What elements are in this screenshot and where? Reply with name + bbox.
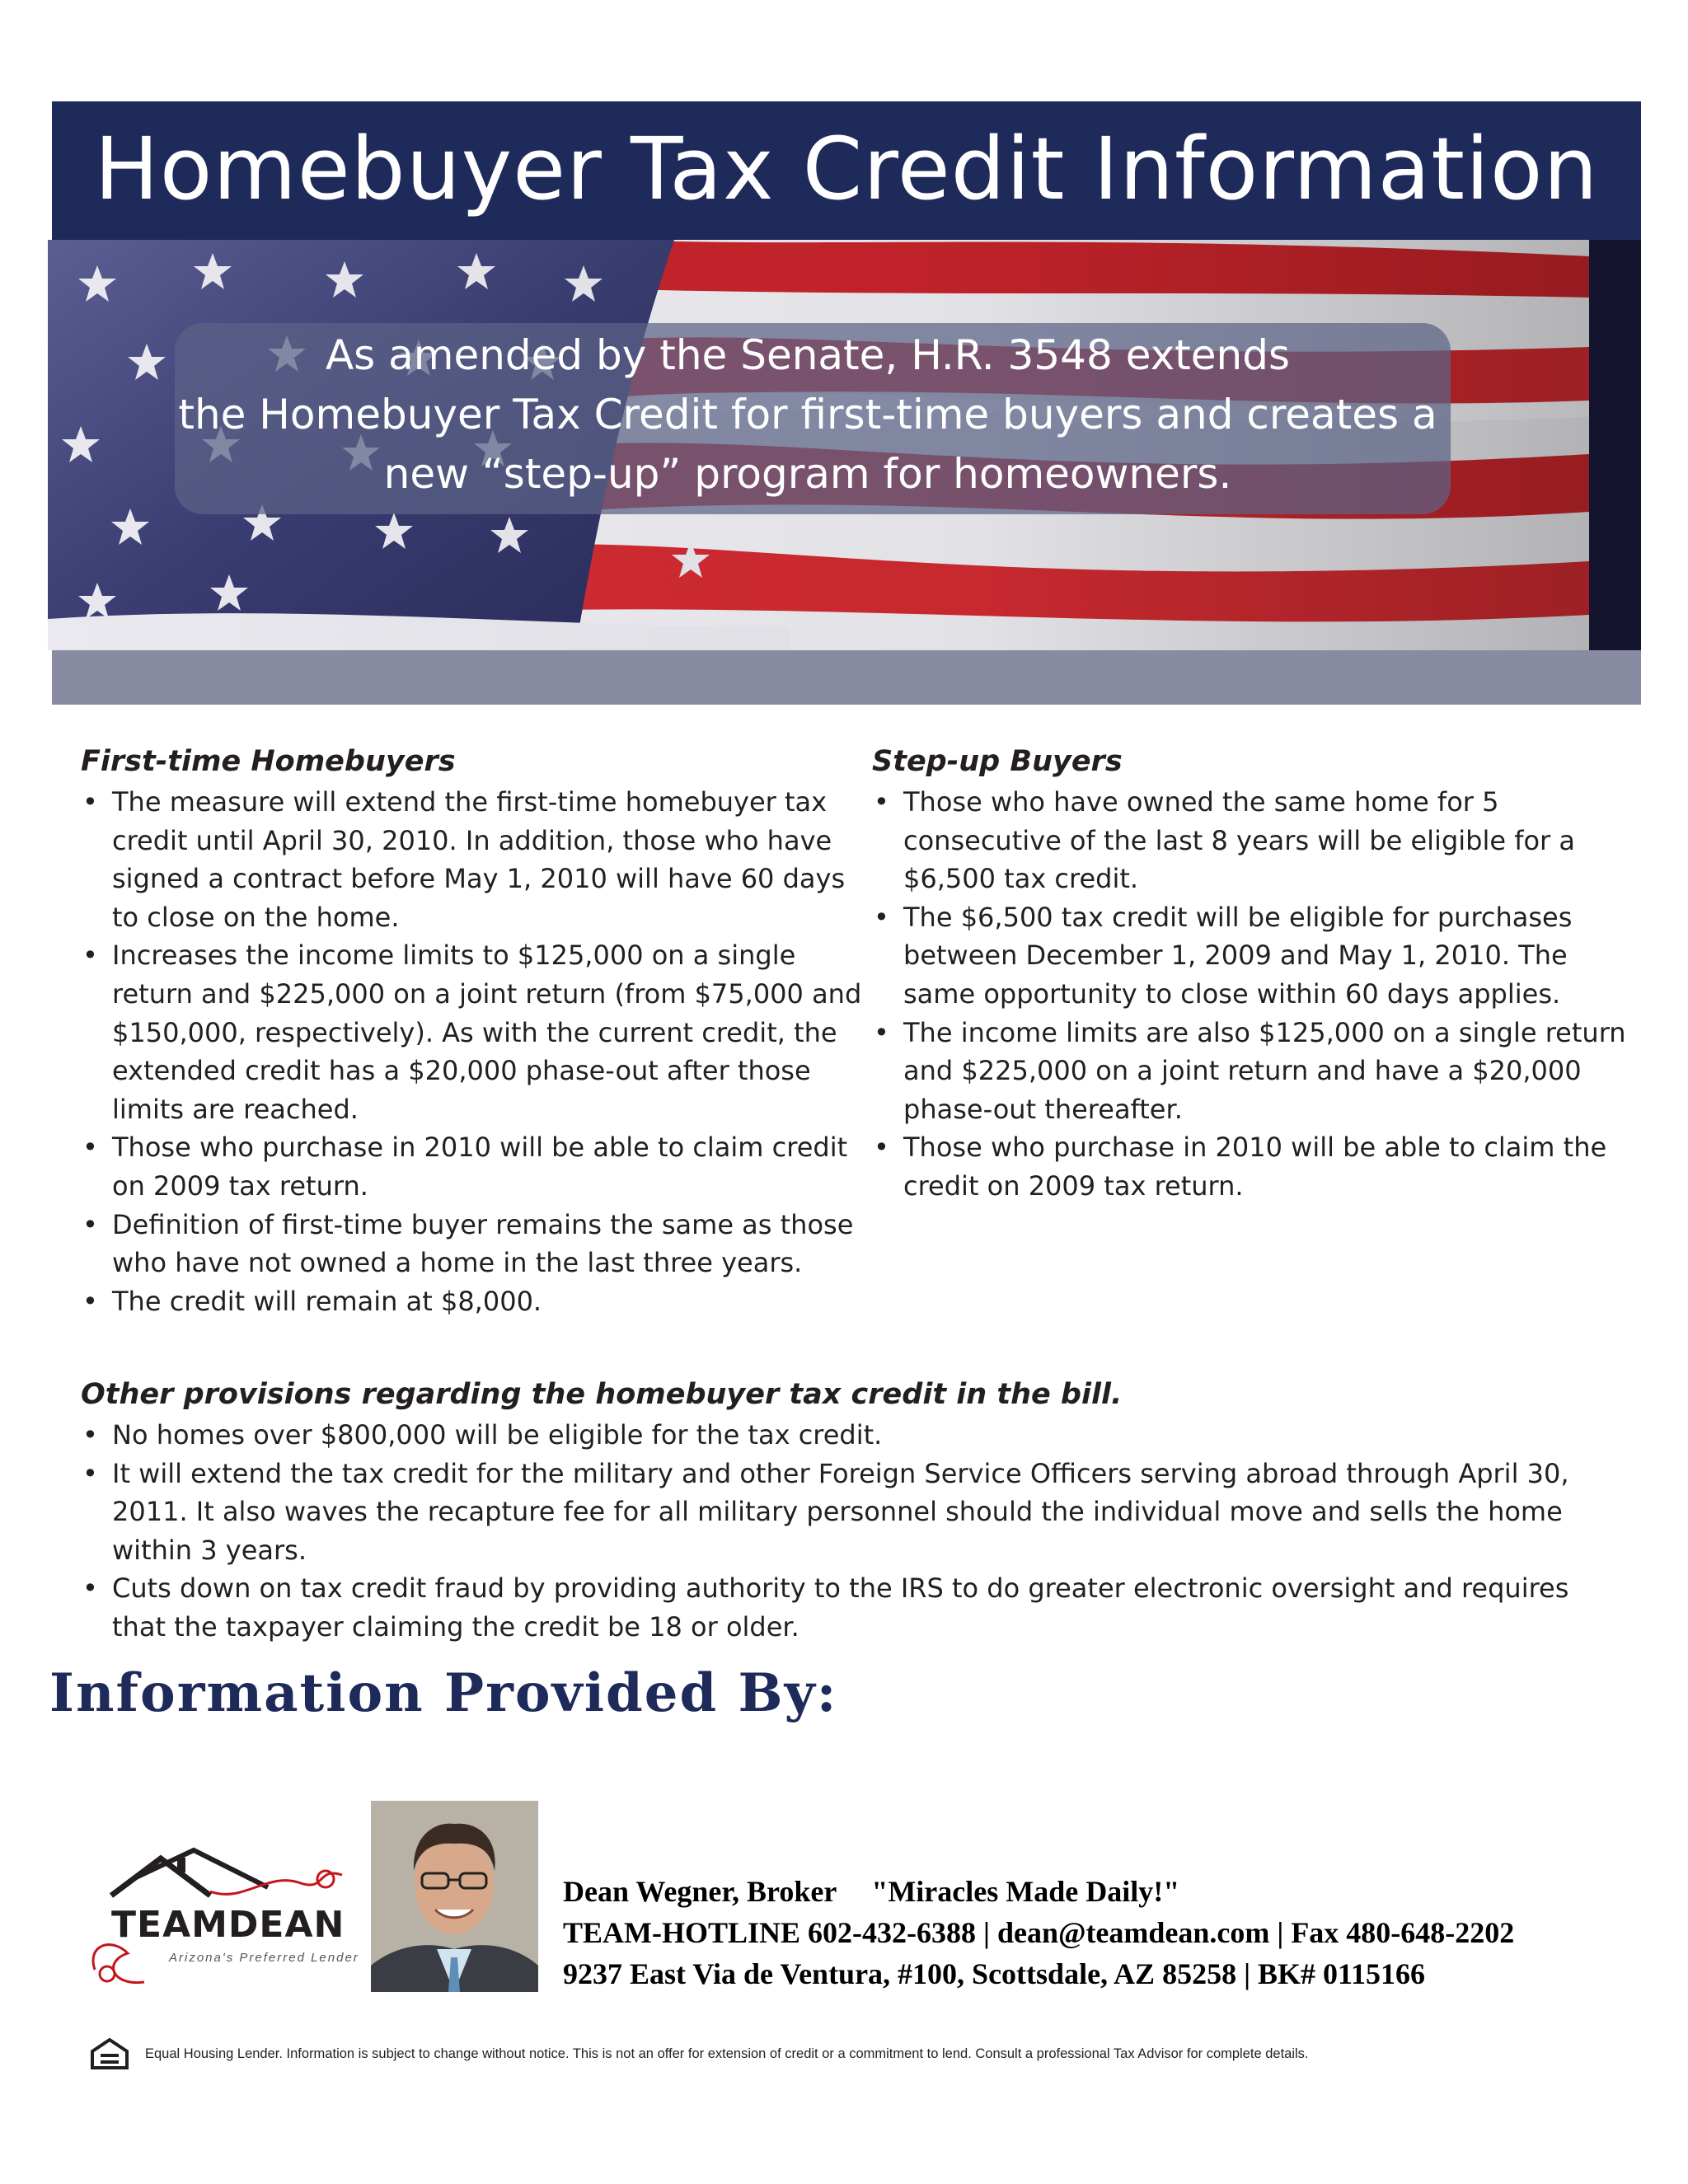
bullet-icon: • — [874, 1132, 889, 1164]
list-item — [81, 1282, 872, 1321]
list-item — [872, 783, 1630, 898]
contact-line-2: TEAM-HOTLINE 602-432-6388 | dean@teamdean.com | Fax 480-648-2202 — [563, 1916, 1515, 1949]
list-item — [81, 936, 872, 1128]
bullet-icon: • — [82, 1208, 98, 1240]
equal-housing-icon — [91, 2038, 129, 2069]
other-provisions-heading: Other provisions regarding the homebuyer tax credit in the bill. — [81, 1378, 1123, 1411]
list-item-text: No homes over $800,000 will be eligible for the tax credit. — [112, 1419, 883, 1451]
bullet-icon: • — [82, 786, 98, 818]
list-item — [872, 898, 1630, 1014]
overlay-line: new “step-up” program for homeowners. — [383, 450, 1232, 498]
list-item-text: It will extend the tax credit for the military and other Foreign Service Officers serving abroad through April 30, 2011. It also waves the recapture fee for all military personnel should the individual move and sells the home within 3 years. — [112, 1457, 1569, 1566]
first-time-section — [81, 742, 872, 1320]
bullet-icon: • — [82, 1285, 98, 1317]
list-item-text: Those who purchase in 2010 will be able to claim credit on 2009 tax return. — [112, 1132, 848, 1202]
first-time-heading: First-time Homebuyers — [81, 745, 456, 778]
bullet-icon: • — [82, 1572, 98, 1605]
broker-portrait-icon — [371, 1801, 538, 1992]
overlay-line: As amended by the Senate, H.R. 3548 extends — [325, 331, 1291, 379]
broker-photo — [371, 1801, 538, 1992]
contact-line-3: 9237 East Via de Ventura, #100, Scottsdale, AZ 85258 | BK# 0115166 — [563, 1957, 1426, 1990]
svg-text:TEAMDEAN: TEAMDEAN — [111, 1904, 345, 1946]
list-item — [81, 1455, 1630, 1570]
list-item — [81, 1206, 872, 1282]
list-item — [872, 1014, 1630, 1129]
list-item-text: Those who have owned the same home for 5 consecutive of the last 8 years will be eligible for a $6,500 tax credit. — [903, 786, 1575, 895]
broker-slogan: "Miracles Made Daily!" — [871, 1875, 1180, 1908]
list-item-text: Definition of first-time buyer remains the same as those who have not owned a home in the last three years. — [112, 1208, 854, 1279]
step-up-heading: Step-up Buyers — [872, 745, 1123, 778]
banner-bottom-band — [52, 650, 1641, 705]
list-item — [81, 1416, 1630, 1455]
step-up-list — [872, 783, 1630, 1206]
bullet-icon: • — [82, 1419, 98, 1451]
overlay-line: the Homebuyer Tax Credit for first-time buyers and creates a — [178, 391, 1437, 438]
contact-block — [563, 1871, 1667, 1994]
other-provisions-list — [81, 1416, 1630, 1647]
bullet-icon: • — [874, 1016, 889, 1048]
bullet-icon: • — [874, 901, 889, 933]
broker-name: Dean Wegner, Broker — [563, 1875, 837, 1908]
list-item — [81, 1569, 1630, 1646]
svg-text:Arizona's Preferred Lender: Arizona's Preferred Lender — [169, 1951, 359, 1965]
provided-by-heading: Information Provided By: — [49, 1662, 838, 1724]
list-item — [81, 783, 872, 936]
list-item — [872, 1128, 1630, 1205]
bullet-icon: • — [874, 786, 889, 818]
first-time-list — [81, 783, 872, 1320]
bullet-icon: • — [82, 940, 98, 972]
banner-edge — [1589, 240, 1641, 650]
banner-overlay-text — [115, 326, 1500, 504]
other-provisions-section — [81, 1375, 1630, 1647]
bullet-icon: • — [82, 1132, 98, 1164]
list-item-text: The credit will remain at $8,000. — [112, 1285, 542, 1317]
teamdean-logo — [78, 1846, 375, 1994]
footer-disclaimer: Equal Housing Lender. Information is subject to change without notice. This is not an offer for extension of credit or a commitment to lend. Consult a professional Tax Advisor for complete details. — [145, 2046, 1309, 2061]
teamdean-logo-icon — [78, 1846, 375, 1994]
list-item-text: Those who purchase in 2010 will be able to claim the credit on 2009 tax return. — [903, 1132, 1607, 1202]
list-item-text: The $6,500 tax credit will be eligible for purchases between December 1, 2009 and May 1, 2010. The same opportunity to close within 60 days applies. — [903, 901, 1573, 1010]
list-item — [81, 1128, 872, 1205]
bullet-icon: • — [82, 1457, 98, 1489]
list-item-text: The income limits are also $125,000 on a single return and $225,000 on a joint return and have a $20,000 phase-out thereafter. — [903, 1016, 1626, 1125]
list-item-text: The measure will extend the first-time homebuyer tax credit until April 30, 2010. In addition, those who have signed a contract before May 1, 2010 will have 60 days to close on the home. — [112, 786, 846, 933]
contact-line-1 — [563, 1871, 1667, 1912]
step-up-section — [872, 742, 1630, 1206]
page-title: Homebuyer Tax Credit Information — [94, 119, 1599, 219]
list-item-text: Cuts down on tax credit fraud by providing authority to the IRS to do greater electronic oversight and requires that the taxpayer claiming the credit be 18 or older. — [112, 1572, 1569, 1643]
list-item-text: Increases the income limits to $125,000 on a single return and $225,000 on a joint return (from $75,000 and $150,000, respectively). As with the current credit, the extended credit has a $20,000 phase-out after those limits are reached. — [112, 940, 862, 1125]
